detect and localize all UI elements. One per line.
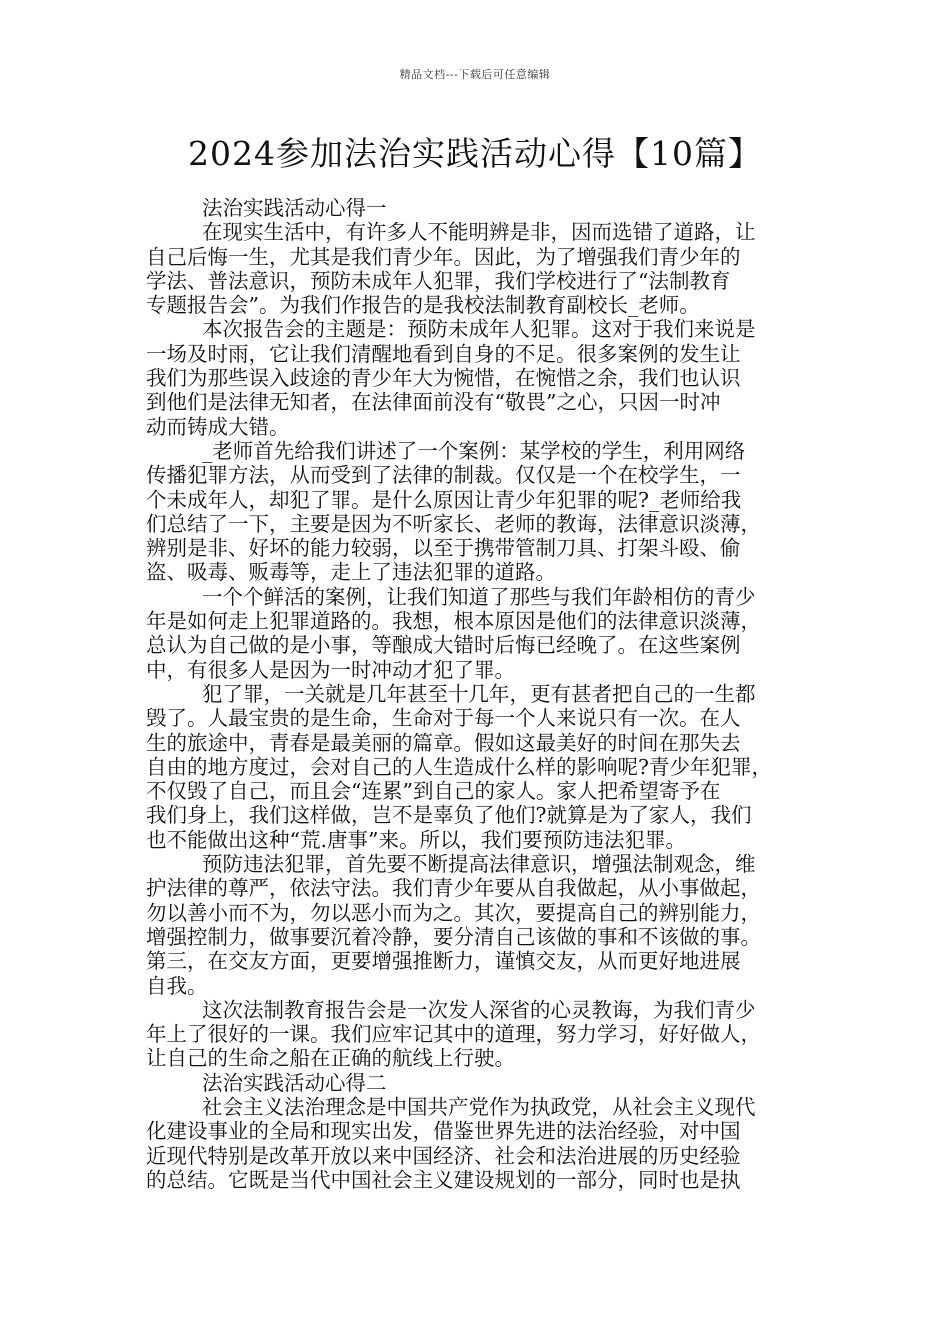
text-line: 个未成年人，却犯了罪。是什么原因让青少年犯罪的呢?_老师给我	[146, 487, 742, 512]
text-line: 到他们是法律无知者，在法律面前没有“敬畏”之心，只因一时冲	[146, 390, 721, 415]
text-line: 不仅毁了自己，而且会“连累”到自己的家人。家人把希望寄予在	[146, 779, 721, 804]
text-line: 年上了很好的一课。我们应牢记其中的道理，努力学习，好好做人，	[146, 1022, 761, 1047]
text-line: 第三，在交友方面，更要增强推断力，谨慎交友，从而更好地进展	[146, 949, 741, 974]
text-line: 化建设事业的全局和现实出发，借鉴世界先进的法治经验，对中国	[146, 1119, 741, 1144]
text-line: 专题报告会”。为我们作报告的是我校法制教育副校长_老师。	[146, 293, 700, 318]
text-line: 中，有很多人是因为一时冲动才犯了罪。	[146, 657, 515, 682]
text-line: 自己后悔一生，尤其是我们青少年。因此，为了增强我们青少年的	[146, 244, 741, 269]
text-line: 一个个鲜活的案例，让我们知道了那些与我们年龄相仿的青少	[202, 584, 756, 609]
text-line: 自由的地方度过，会对自己的人生造成什么样的影响呢?青少年犯罪，	[146, 754, 772, 779]
text-line: 自我。	[146, 973, 208, 998]
text-line: 传播犯罪方法，从而受到了法律的制裁。仅仅是一个在校学生，一	[146, 463, 741, 488]
text-line: 动而铸成大错。	[146, 414, 290, 439]
document-body	[146, 196, 806, 1192]
text-line: 本次报告会的主题是：预防未成年人犯罪。这对于我们来说是	[202, 317, 756, 342]
text-line: 毁了。人最宝贵的是生命，生命对于每一个人来说只有一次。在人	[146, 706, 741, 731]
text-line: 近现代特别是改革开放以来中国经济、社会和法治进展的历史经验	[146, 1143, 741, 1168]
text-line: 这次法制教育报告会是一次发人深省的心灵教诲，为我们青少	[202, 997, 756, 1022]
text-line: 年是如何走上犯罪道路的。我想，根本原因是他们的法律意识淡薄，	[146, 609, 761, 634]
text-line: 们总结了一下，主要是因为不听家长、老师的教诲，法律意识淡薄，	[146, 511, 761, 536]
text-line: _老师首先给我们讲述了一个案例：某学校的学生，利用网络	[202, 438, 746, 463]
text-line: 总认为自己做的是小事，等酿成大错时后悔已经晚了。在这些案例	[146, 633, 741, 658]
text-line: 盗、吸毒、贩毒等，走上了违法犯罪的道路。	[146, 560, 556, 585]
text-line: 法治实践活动心得二	[202, 1070, 387, 1095]
page-header-note: 精品文档---下载后可任意编辑	[399, 68, 551, 81]
text-line: 法治实践活动心得一	[202, 196, 387, 220]
text-line: 生的旅途中，青春是最美丽的篇章。假如这最美好的时间在那失去	[146, 730, 741, 755]
text-line: 学法、普法意识，预防未成年人犯罪，我们学校进行了“法制教育	[146, 268, 731, 293]
text-line: 辨别是非、好坏的能力较弱，以至于携带管制刀具、打架斗殴、偷	[146, 536, 741, 561]
text-line: 预防违法犯罪，首先要不断提高法律意识，增强法制观念，维	[202, 852, 756, 877]
text-line: 让自己的生命之船在正确的航线上行驶。	[146, 1046, 515, 1071]
text-line: 我们为那些误入歧途的青少年大为惋惜，在惋惜之余，我们也认识	[146, 366, 741, 391]
text-line: 勿以善小而不为，勿以恶小而为之。其次，要提高自己的辨别能力，	[146, 900, 761, 925]
text-line: 我们身上，我们这样做，岂不是辜负了他们?就算是为了家人，我们	[146, 803, 752, 828]
text-line: 护法律的尊严，依法守法。我们青少年要从自我做起，从小事做起，	[146, 876, 761, 901]
text-line: 增强控制力，做事要沉着冷静，要分清自己该做的事和不该做的事。	[146, 924, 761, 949]
document-title: 2024参加法治实践活动心得【10篇】	[188, 134, 762, 173]
text-line: 社会主义法治理念是中国共产党作为执政党，从社会主义现代	[202, 1094, 756, 1119]
text-line: 也不能做出这种“荒.唐事”来。所以，我们要预防违法犯罪。	[146, 827, 686, 852]
text-line: 犯了罪，一关就是几年甚至十几年，更有甚者把自己的一生都	[202, 681, 756, 706]
text-line: 的总结。它既是当代中国社会主义建设规划的一部分，同时也是执	[146, 1167, 741, 1192]
text-line: 在现实生活中，有许多人不能明辨是非，因而选错了道路，让	[202, 220, 756, 245]
text-line: 一场及时雨，它让我们清醒地看到自身的不足。很多案例的发生让	[146, 341, 741, 366]
